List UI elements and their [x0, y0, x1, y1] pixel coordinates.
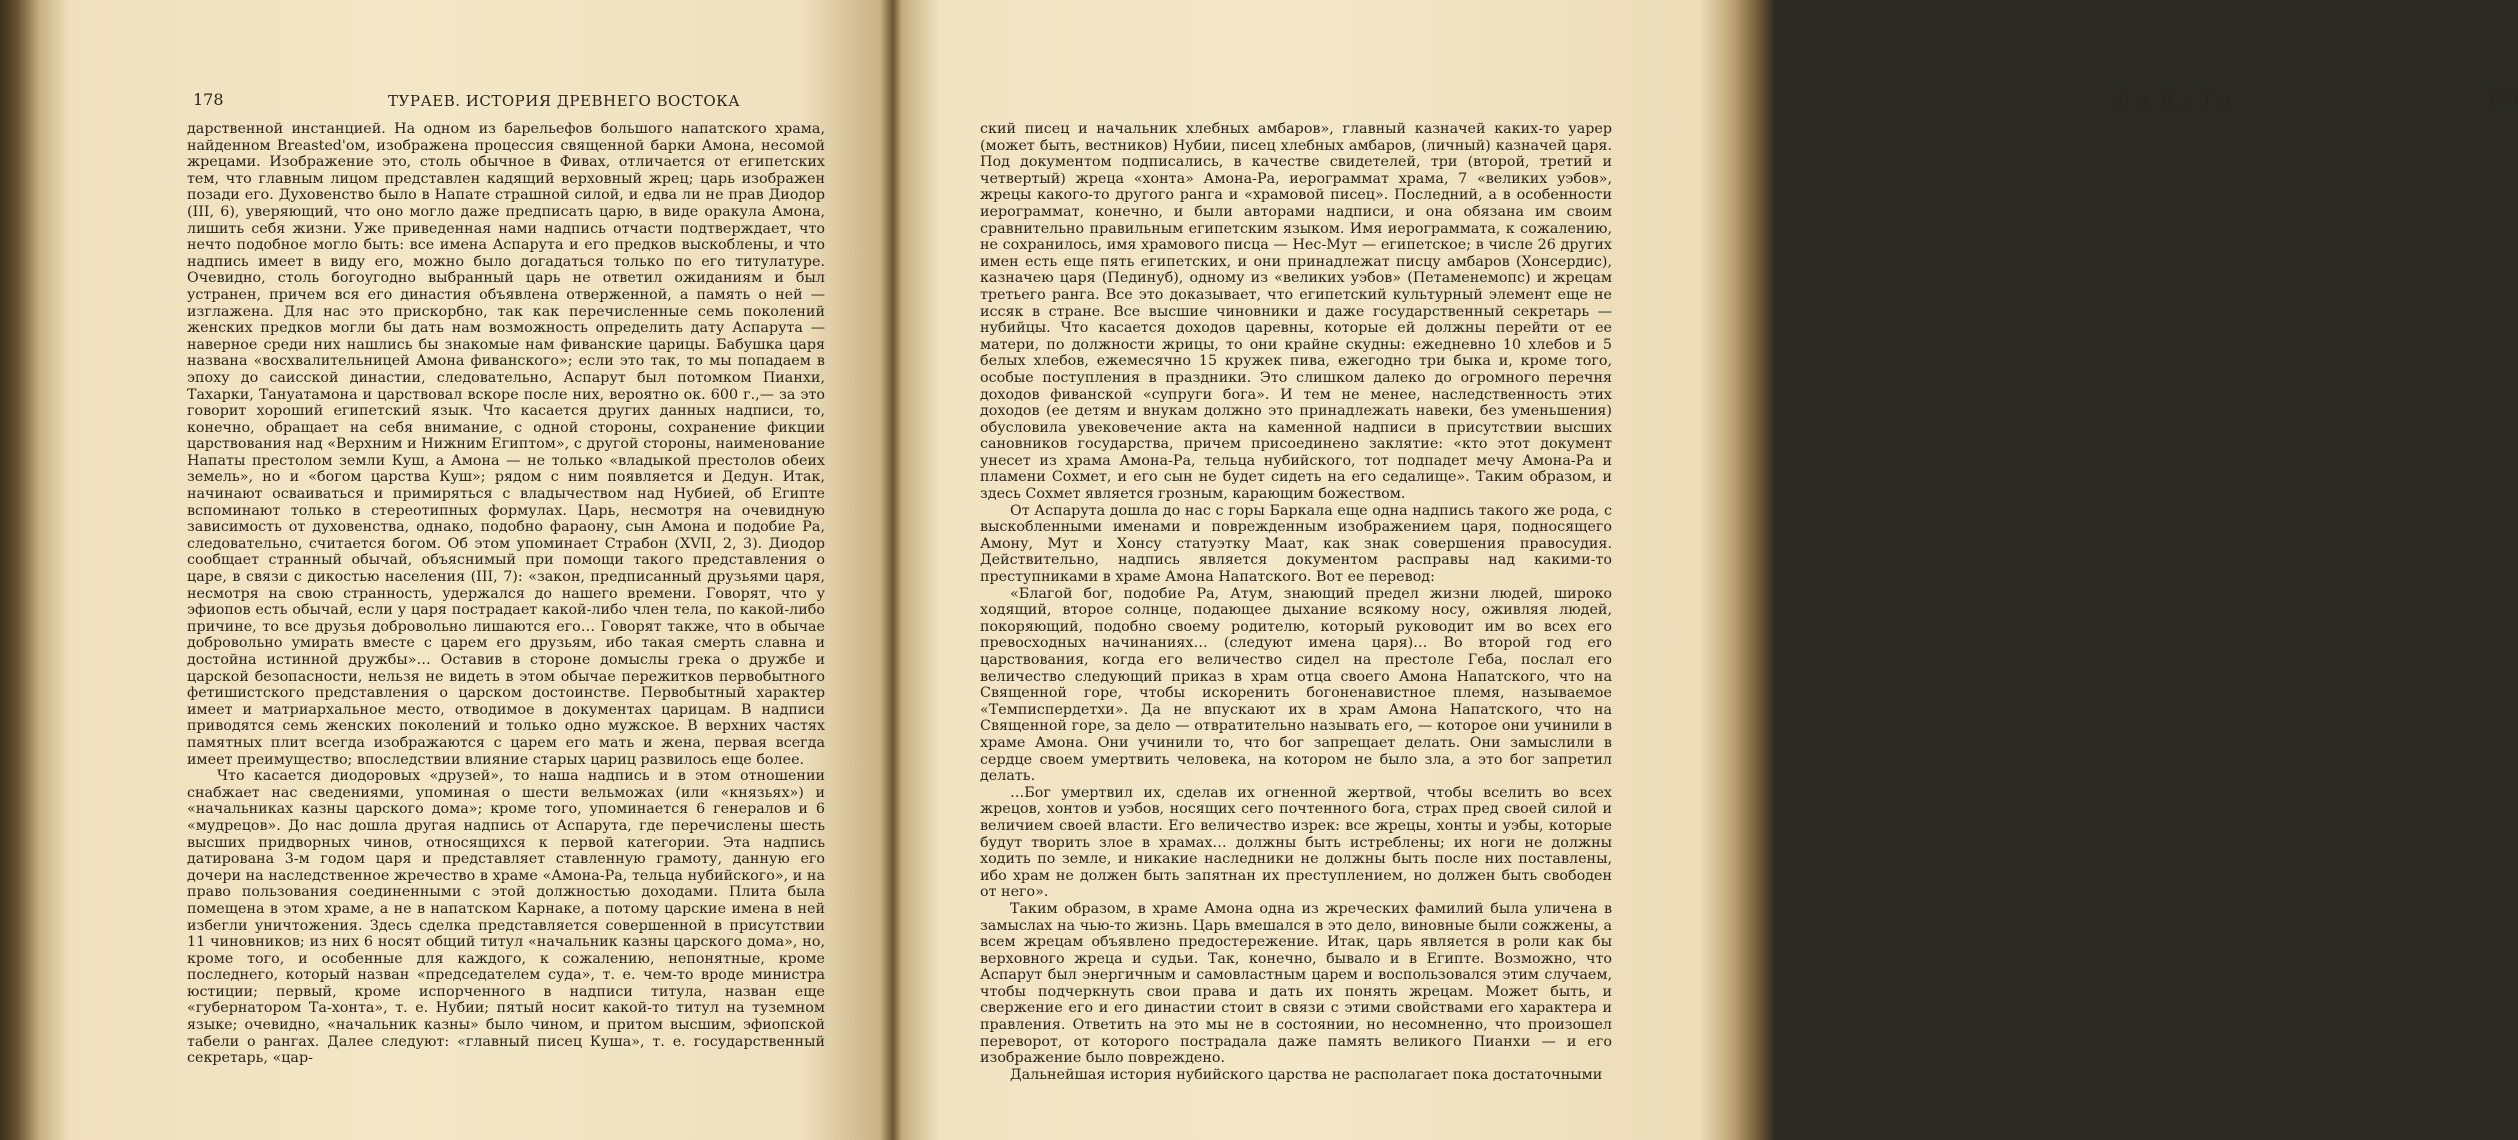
quotation-paragraph: …Бог умертвил их, сделав их огненной жертвой, чтобы вселить во всех жрецов, хонтов и уэбов, носящих сего почтенного бога, страх пред своей силой и величием своей власти. Его величество изрек: все жрецы, хонты и уэбы, которые будут творить злое в храмах… должны быть истреблены; их ноги не должны ходить по земле, и никакие наследники не должны быть после них поставлены, ибо храм не должен быть запятнан их преступлением, но должен быть свободен от него». — [980, 784, 1612, 901]
paragraph: ский писец и начальник хлебных амбаров», главный казначей каких-то уарер (может быть, вестников) Нубии, писец хлебных амбаров, (личный) казначей царя. Под документом подписались, в качестве свидетелей, три (второй, третий и четвертый) жреца «хонта» Амона-Ра, иерограммат храма, 7 «великих уэбов», жрецы какого-то другого ранга и «храмовой писец». Последний, а в особенности иерограммат, конечно, и были авторами надписи, и она обязана им своим сравнительно правильным египетским языком. Имя иерограммата, к сожалению, не сохранилось, имя храмового писца — Нес-Мут — египетское; в числе 26 других имен есть еще пять египетских, и они принадлежат писцу амбаров (Хонсердис), казначею царя (Пединуб), одному из «великих уэбов» (Петаменемопс) и жрецам третьего ранга. Все это доказывает, что египетский культурный элемент еще не иссяк в стране. Все высшие чиновники и даже государственный секретарь — нубийцы. Что касается доходов царевны, которые ей должны перейти от ее матери, по должности жрицы, то они крайне скудны: ежедневно 10 хлебов и 5 белых хлебов, ежемесячно 15 кружек пива, ежегодно три быка и, кроме того, особые поступления в праздники. Это слишком далеко до огромного перечня доходов фиванской «супруги бога». И тем не менее, наследственность этих доходов (ее детям и внукам должно это принадлежать навеки, без уменьшения) обусловила увековечение акта на каменной надписи в присутствии высших сановников государства, причем присоединено заклятие: «кто этот документ унесет из храма Амона-Ра, тельца нубийского, тот подпадет мечу Амона-Ра и пламени Сохмет, и его сын не будет сидеть на его седалище». Таким образом, и здесь Сохмет является грозным, карающим божеством. — [980, 121, 1612, 503]
paragraph: От Аспарута дошла до нас с горы Баркала еще одна надпись такого же рода, с выскобленными именами и поврежденным изображением царя, подносящего Амону, Мут и Хонсу статуэтку Маат, как знак совершения правосудия. Действительно, надпись является документом расправы над какими-то преступниками в храме Амона Напатского. Вот ее перевод: — [980, 502, 1612, 586]
right-page-body — [980, 121, 1612, 1083]
running-head: НАПАТА — [2117, 92, 2242, 110]
paragraph: Что касается диодоровых «друзей», то наша надпись и в этом отношении снабжает нас сведениями, упоминая о шести вельможах (или «князьях») и «начальниках казны царского дома»; кроме того, упоминается 6 генералов и 6 «мудрецов». До нас дошла другая надпись от Аспарута, где перечислены шесть высших придворных чинов, относящихся к первой категории. Эта надпись датирована 3-м годом царя и представляет ставленную грамоту, данную его дочери на наследственное жречество в храме «Амона-Ра, тельца нубийского», и на право пользования соединенными с этой должностью доходами. Плита была помещена в этом храме, а не в напатском Карнаке, а потому царские имена в ней избегли уничтожения. Здесь сделка представляется совершенной в присутствии 11 чиновников; из них 6 носят общий титул «начальник казны царского дома», но, кроме того, и особенные для каждого, к сожалению, непонятные, кроме последнего, который назван «председателем суда», т. е. чем-то вроде министра юстиции; первый, кроме испорченного в надписи титула, назван еще «губернатором Та-хонта», т. е. Нубии; пятый носит какой-то титул на туземном языке; очевидно, «начальник казны» было чином, и притом высшим, эфиопской табели о рангах. Далее следуют: «главный писец Куша», т. е. государственный секретарь, «цар- — [187, 768, 825, 1067]
quotation-paragraph: «Благой бог, подобие Ра, Атум, знающий предел жизни людей, широко ходящий, второе солнце, подающее дыхание всякому носу, оживляя людей, покоряющий, подобно своему родителю, который руководит им во всех его превосходных начинаниях… (следуют имена царя)… Во второй год его царствования, когда его величество сидел на престоле Геба, послал его величество следующий приказ в храм отца своего Амона Напатского, что на Священной горе, чтобы искоренить богоненавистное племя, называемое «Темписпердетхи». Да не впускают их в храм Амона Напатского, что на Священной горе, за дело — отвратительно называть его, — которое они учинили в храме Амона. Они учинили то, что бог запрещает делать. Они замыслили в сердце своем умертвить человека, на котором не было зла, а это бог запретил делать. — [980, 585, 1612, 785]
paragraph: дарственной инстанцией. На одном из барельефов большого напатского храма, найденном Breasted'ом, изображена процессия священной барки Амона, несомой жрецами. Изображение это, столь обычное в Фивах, отличается от египетских тем, что главным лицом представлен кадящий верховный жрец; царь изображен позади его. Духовенство было в Напате страшной силой, и едва ли не прав Диодор (III, 6), уверяющий, что оно могло даже предписать царю, в виде оракула Амона, лишить себя жизни. Уже приведенная нами надпись отчасти подтверждает, что нечто подобное могло быть: все имена Аспарута и его предков выскоблены, и что надпись имеет в виду его, можно было догадаться только по его титулатуре. Очевидно, столь богоугодно выбранный царь не ответил ожиданиям и был устранен, причем вся его династия объявлена отверженной, а память о ней — изглажена. Для нас это прискорбно, так как перечисленные семь поколений женских предков могли бы дать нам возможность определить дату Аспарута — наверное среди них нашлись бы знакомые нам фиванские царицы. Бабушка царя названа «восхвалительницей Амона фиванского»; если это так, то мы попадаем в эпоху до саисской династии, следовательно, Аспарут был потомком Пианхи, Тахарки, Тануатамона и царствовал вскоре после них, вероятно ок. 600 г.,— за это говорит хороший египетский язык. Что касается других данных надписи, то, конечно, обращает на себя внимание, с одной стороны, сохранение фикции царствования над «Верхним и Нижним Египтом», с другой стороны, наименование Напаты престолом земли Куш, а Амона — не только «владыкой престолов обеих земель», но и «богом царства Куш»; рядом с ним появляется и Дедун. Итак, начинают осваиваться и примиряться с владычеством над Нубией, об Египте вспоминают только в стереотипных формулах. Царь, несмотря на очевидную зависимость от духовенства, однако, подобно фараону, сын Амона и подобие Ра, следовательно, считается богом. Об этом упоминает Страбон (XVII, 2, 3). Диодор сообщает странный обычай, объяснимый при помощи такого представления о царе, в связи с дикостью населения (III, 7): «закон, предписанный друзьями царя, несмотря на свою странность, удержался до нашего времени. Говорят, что у эфиопов есть обычай, если у царя пострадает какой-либо член тела, по какой-либо причине, то все друзья добровольно лишаются его… Говорят также, что в обычае добровольно умирать вместе с царем его друзьям, ибо такая смерть славна и достойна истинной дружбы»… Оставив в стороне домыслы грека о дружбе и царской безопасности, нельзя не видеть в этом обычае пережитков первобытного фетишистского представления о царском достоинстве. Первобытный характер имеет и матриархальное место, отводимое в документах царицам. В надписи приводятся семь женских поколений и только одно мужское. В верхних частях памятных плит всегда изображаются с царем его мать и жена, первая всегда имеет преимущество; впоследствии влияние старых цариц развилось еще более. — [187, 121, 825, 768]
page-number: 178 — [193, 90, 224, 109]
page-number: 179 — [2487, 90, 2518, 109]
running-head: ТУРАЕВ. ИСТОРИЯ ДРЕВНЕГО ВОСТОКА — [388, 92, 741, 110]
paragraph: Таким образом, в храме Амона одна из жреческих фамилий была уличена в замыслах на чью-то жизнь. Царь вмешался в это дело, виновные были сожжены, а всем жрецам объявлено предостережение. Итак, царь является в роли как бы верховного жреца и судьи. Так, конечно, бывало и в Египте. Возможно, что Аспарут был энергичным и самовластным царем и воспользовался этим случаем, чтобы подчеркнуть свои права и дать их понять жрецам. Может быть, и свержение его и его династии стоит в связи с этими свойствами его характера и правления. Ответить на это мы не в состоянии, но несомненно, что произошел переворот, от которого пострадала даже память великого Пианхи — и его изображение было повреждено. — [980, 900, 1612, 1067]
left-page-body — [187, 121, 825, 1067]
paragraph: Дальнейшая история нубийского царства не располагает пока достаточными — [1010, 1066, 1603, 1083]
